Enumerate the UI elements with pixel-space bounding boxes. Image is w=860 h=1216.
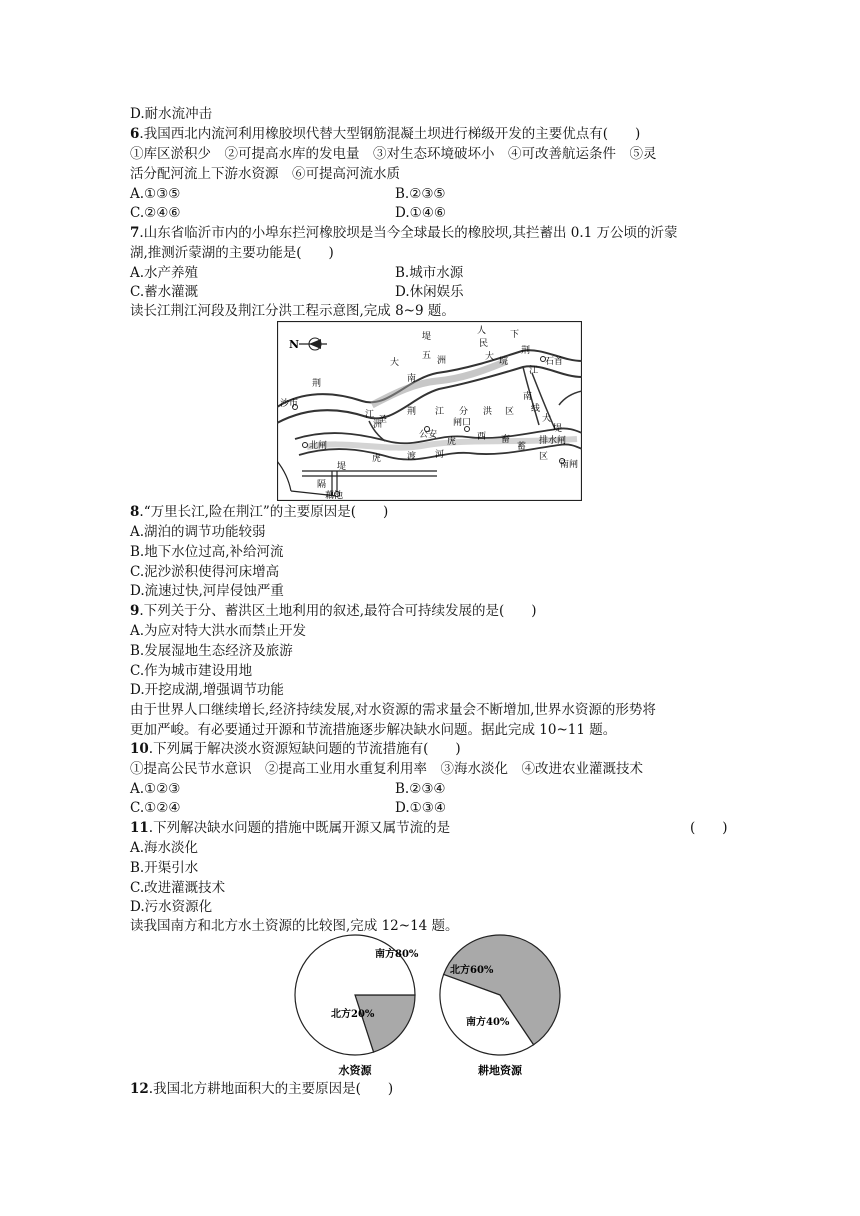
intro-10-11-line1: 由于世界人口继续增长,经济持续发展,对水资源的需求量会不断增加,世界水资源的形势将 [130, 702, 656, 718]
q8-stem [130, 502, 388, 522]
q12-number: 12 [130, 1081, 149, 1097]
q11-stem-text: .下列解决缺水问题的措施中既属开源又属节流的是 [148, 820, 451, 836]
q10-option-c: C.①②④ [130, 800, 181, 816]
q10-option-b: B.②③④ [395, 781, 446, 797]
q10-stem-text: .下列属于解决淡水资源短缺问题的节流措施有( ) [148, 741, 461, 757]
q9-option-b: B.发展湿地生态经济及旅游 [130, 643, 293, 659]
pie-farmland-resources [440, 935, 560, 1077]
q6-option-d: D.①④⑥ [395, 205, 446, 221]
q10-option-d: D.①③④ [395, 800, 446, 816]
pie-label-0-1: 北方20% [331, 1009, 375, 1020]
q11-option-d: D.污水资源化 [130, 899, 213, 915]
q10-options-ab [130, 779, 446, 799]
q12-stem-text: .我国北方耕地面积大的主要原因是( ) [148, 1081, 394, 1097]
label-hong: 洪 [483, 407, 493, 417]
q6-options-ab [130, 184, 446, 204]
intro-10-11-line2: 更加严峻。有必要通过开源和节流措施逐步解决缺水问题。据此完成 10~11 题。 [130, 722, 617, 738]
q7-stem-text1: .山东省临沂市内的小埠东拦河橡胶坝是当今全球最长的橡胶坝,其拦蓄出 0.1 万公顷的沂蒙 [139, 225, 678, 241]
label-paishuizha: 排水闸 [539, 436, 567, 446]
label-ouchi: 藕池 [325, 491, 344, 501]
label-shashi: 沙市 [280, 399, 299, 409]
label-jiang2: 江 [365, 410, 375, 420]
north-label: N [289, 338, 300, 351]
pie-title-1: 耕地资源 [478, 1064, 522, 1077]
q9-number: 9 [130, 603, 140, 619]
q9-stem [130, 601, 537, 621]
label-di3: 堤 [337, 462, 347, 472]
jingjiang-map [277, 321, 582, 501]
pie-label-0-0: 南方80% [375, 949, 419, 960]
label-yuan: 垸 [499, 357, 509, 367]
label-jing: 荆 [521, 346, 531, 356]
q9-option-d: D.开挖成湖,增强调节功能 [130, 682, 284, 698]
q8-option-b: B.地下水位过高,补给河流 [130, 544, 284, 560]
label-ren: 人 [477, 326, 487, 336]
q7-option-b: B.城市水源 [395, 265, 464, 281]
label-shishou: 石首 [545, 357, 564, 367]
q10-items: ①提高公民节水意识 ②提高工业用水重复利用率 ③海水淡化 ④改进农业灌溉技术 [130, 761, 643, 777]
label-fen: 分 [459, 407, 469, 417]
pie-title-0: 水资源 [338, 1064, 372, 1077]
label-zhakou: 闸口 [453, 418, 472, 428]
pie-label-1-0: 北方60% [450, 965, 494, 976]
label-xu: 畜 [501, 435, 511, 445]
label-ge: 隔 [317, 480, 327, 490]
q6-stem [130, 124, 640, 144]
q6-option-c: C.②④⑥ [130, 205, 181, 221]
label-he: 河 [435, 450, 445, 460]
label-zhou2: 洲 [373, 420, 383, 430]
q10-stem [130, 739, 461, 759]
label-min: 民 [479, 339, 489, 349]
pie-water-resources [295, 935, 419, 1077]
q11-number: 11 [130, 820, 149, 836]
label-qu2: 区 [539, 452, 549, 462]
q11-answer-paren: ( ) [690, 820, 728, 836]
label-xi: 西 [477, 432, 487, 442]
q6-stem-text: .我国西北内流河利用橡胶坝代替大型钢筋混凝土坝进行梯级开发的主要优点有( ) [139, 126, 641, 142]
label-xu2: 蓄 [517, 442, 527, 452]
label-jiang: 江 [529, 366, 539, 376]
label-xian: 线 [531, 404, 541, 414]
label-da2: 大 [390, 358, 400, 368]
pie-charts [290, 930, 590, 1080]
label-nan: 南 [407, 374, 417, 384]
label-jing2: 荆 [312, 379, 322, 389]
q9-option-c: C.作为城市建设用地 [130, 663, 253, 679]
label-jing3: 荆 [407, 407, 417, 417]
q7-stem-line2: 湖,推测沂蒙湖的主要功能是( ) [130, 245, 334, 261]
label-nanzha: 南闸 [560, 460, 579, 470]
q12-stem [130, 1079, 393, 1099]
label-nan2: 南 [523, 392, 533, 402]
q6-items-line1: ①库区淤积少 ②可提高水库的发电量 ③对生态环境破坏小 ④可改善航运条件 ⑤灵 [130, 146, 657, 162]
label-da: 大 [485, 352, 495, 362]
q7-option-a: A.水产养殖 [130, 265, 199, 281]
q11-option-c: C.改进灌溉技术 [130, 880, 226, 896]
q7-option-c: C.蓄水灌溉 [130, 284, 199, 300]
q7-stem-line1 [130, 223, 678, 243]
q6-option-b: B.②③⑤ [395, 186, 446, 202]
q6-options-cd [130, 203, 446, 223]
intro-12-14: 读我国南方和北方水土资源的比较图,完成 12~14 题。 [130, 918, 459, 934]
label-di: 堤 [422, 332, 432, 342]
q8-stem-text: .“万里长江,险在荆江”的主要原因是( ) [139, 504, 389, 520]
q10-options-cd [130, 798, 446, 818]
label-di2: 堤 [553, 424, 563, 434]
q11-stem [130, 818, 728, 838]
q11-option-a: A.海水淡化 [130, 840, 199, 856]
q8-number: 8 [130, 504, 140, 520]
q6-option-a: A.①③⑤ [130, 186, 181, 202]
label-hu: 虎 [447, 437, 457, 447]
q9-option-a: A.为应对特大洪水而禁止开发 [130, 623, 307, 639]
q7-option-d: D.休闲娱乐 [395, 284, 464, 300]
q5-option-d: D.耐水流冲击 [130, 106, 213, 122]
q8-option-d: D.流速过快,河岸侵蚀严重 [130, 583, 284, 599]
label-sheng: 圣 [378, 415, 388, 425]
q8-option-a: A.湖泊的调节功能较弱 [130, 524, 266, 540]
label-gongan: 公安 [419, 430, 438, 440]
q9-stem-text: .下列关于分、蓄洪区土地利用的叙述,最符合可持续发展的是( ) [139, 603, 537, 619]
q6-items-line2: 活分配河流上下游水资源 ⑥可提高河流水质 [130, 166, 400, 182]
label-jiang3: 江 [435, 407, 445, 417]
q10-option-a: A.①②③ [130, 781, 181, 797]
q7-options-cd [130, 282, 464, 302]
label-zhou: 洲 [437, 356, 447, 366]
label-da3: 大 [542, 414, 552, 424]
label-beizha: 北闸 [309, 441, 328, 451]
label-qu: 区 [505, 407, 515, 417]
q8-option-c: C.泥沙淤积使得河床增高 [130, 564, 280, 580]
label-hu2: 虎 [372, 454, 382, 464]
label-wu: 五 [422, 351, 432, 361]
pie-label-1-1: 南方40% [466, 1017, 510, 1028]
label-du: 渡 [407, 452, 417, 462]
label-xia: 下 [510, 330, 520, 340]
q7-number: 7 [130, 225, 140, 241]
q10-number: 10 [130, 741, 149, 757]
q7-options-ab [130, 263, 464, 283]
q11-option-b: B.开渠引水 [130, 860, 199, 876]
q6-number: 6 [130, 126, 140, 142]
intro-8-9: 读长江荆江河段及荆江分洪工程示意图,完成 8~9 题。 [130, 303, 455, 319]
